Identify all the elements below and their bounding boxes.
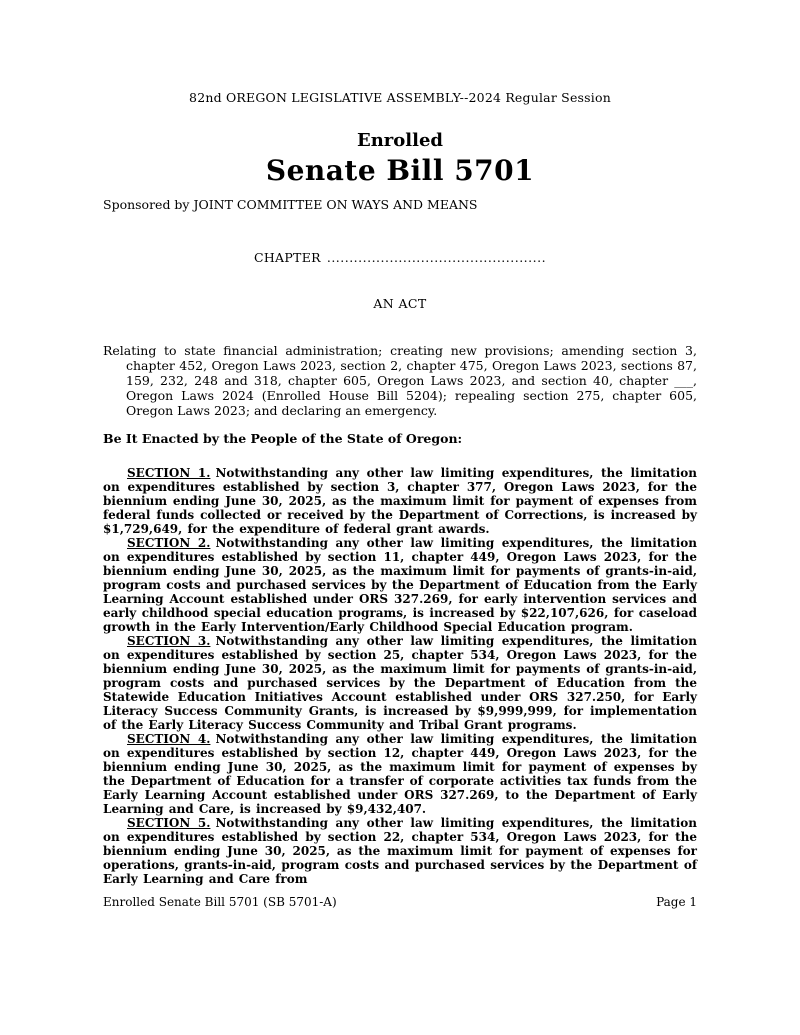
section-paragraph-2: [103, 536, 697, 634]
section-paragraph-4: [103, 732, 697, 816]
bill-sections: [103, 466, 697, 886]
section-paragraph-5: [103, 816, 697, 886]
assembly-session-header: 82nd OREGON LEGISLATIVE ASSEMBLY--2024 Regular Session: [189, 90, 611, 105]
bill-title: Senate Bill 5701: [265, 154, 535, 187]
enacting-clause: Be It Enacted by the People of the State of Oregon:: [103, 431, 463, 446]
sponsor-line: Sponsored by JOINT COMMITTEE ON WAYS AND MEANS: [103, 197, 478, 212]
page-footer: [103, 895, 697, 909]
section-5-label: SECTION 5.: [127, 816, 211, 830]
section-2-label: SECTION 2.: [127, 536, 211, 550]
chapter-blank-dots: .................................................: [326, 250, 547, 265]
section-1-label: SECTION 1.: [127, 466, 211, 480]
relating-clause: Relating to state financial administration; creating new provisions; amending section 3, chapter 452, Oregon Laws 2023, section 2, chapter 475, Oregon Laws 2023, sections 87, 159, 232, 248 and 318, chapter 605, Oregon Laws 2023, and section 40, chapter ___, Oregon Laws 2024 (Enrolled House Bill 5204); repealing section 275, chapter 605, Oregon Laws 2023; and declaring an emergency.: [103, 343, 697, 418]
footer-bill-id: Enrolled Senate Bill 5701 (SB 5701-A): [103, 895, 337, 909]
section-4-text: Notwithstanding any other law limiting expenditures, the limitation on expenditures established by section 12, chapter 449, Oregon Laws 2023, for the biennium ending June 30, 2025, as the maximum limit for payment of expenses by the Department of Education for a transfer of corporate activities tax funds from the Early Learning Account established under ORS 327.269, to the Department of Early Learning and Care, is increased by $9,432,407.: [103, 732, 697, 816]
section-paragraph-3: [103, 634, 697, 732]
section-5-text: Notwithstanding any other law limiting expenditures, the limitation on expenditures established by section 22, chapter 534, Oregon Laws 2023, for the biennium ending June 30, 2025, as the maximum limit for payment of expenses for operations, grants-in-aid, program costs and purchased services by the Department of Early Learning and Care from: [103, 816, 697, 886]
section-paragraph-1: [103, 466, 697, 536]
section-3-label: SECTION 3.: [127, 634, 211, 648]
section-2-text: Notwithstanding any other law limiting expenditures, the limitation on expenditures established by section 11, chapter 449, Oregon Laws 2023, for the biennium ending June 30, 2025, as the maximum limit for payments of grants-in-aid, program costs and purchased services by the Department of Education from the Early Learning Account established under ORS 327.269, for early intervention services and early childhood special education programs, is increased by $22,107,626, for caseload growth in the Early Intervention/Early Childhood Special Education program.: [103, 536, 697, 634]
section-3-text: Notwithstanding any other law limiting expenditures, the limitation on expenditures established by section 25, chapter 534, Oregon Laws 2023, for the biennium ending June 30, 2025, as the maximum limit for payments of grants-in-aid, program costs and purchased services by the Department of Education from the Statewide Education Initiatives Account established under ORS 327.250, for Early Literacy Success Community Grants, is increased by $9,999,999, for implementation of the Early Literacy Success Community and Tribal Grant programs.: [103, 634, 697, 732]
enrolled-label: Enrolled: [356, 130, 443, 151]
an-act-heading: AN ACT: [373, 296, 427, 311]
chapter-line: [103, 250, 697, 265]
section-4-label: SECTION 4.: [127, 732, 211, 746]
chapter-label: CHAPTER: [253, 250, 321, 265]
section-1-text: Notwithstanding any other law limiting expenditures, the limitation on expenditures established by section 3, chapter 377, Oregon Laws 2023, for the biennium ending June 30, 2025, as the maximum limit for payment of expenses from federal funds collected or received by the Department of Corrections, is increased by $1,729,649, for the expenditure of federal grant awards.: [103, 466, 697, 536]
footer-page-number: Page 1: [656, 895, 697, 909]
